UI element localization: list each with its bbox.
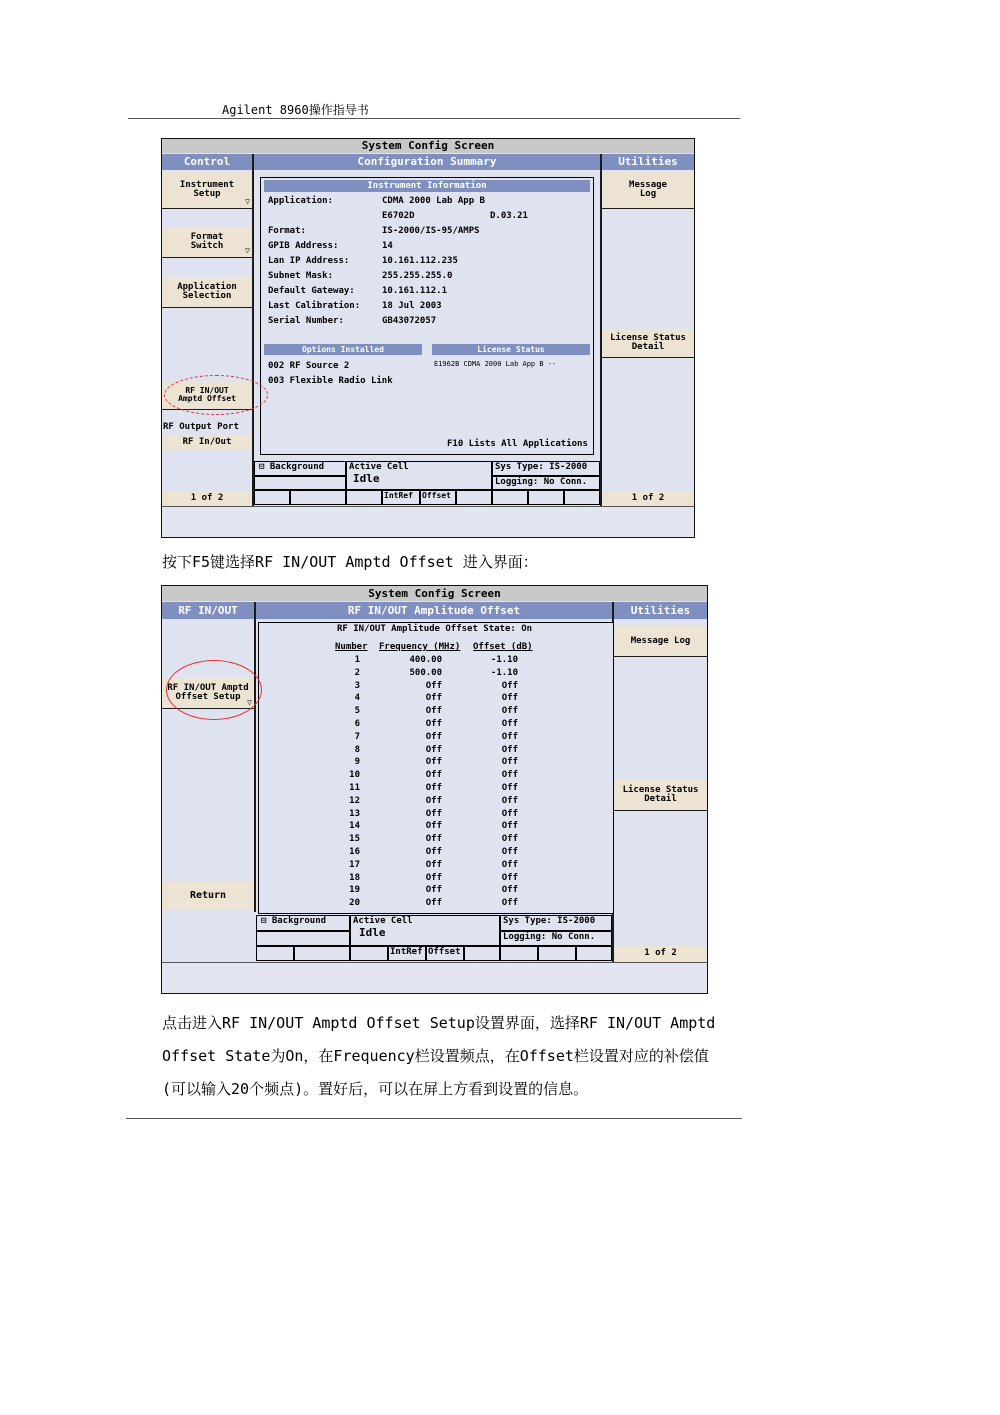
background-indicator — [256, 915, 350, 931]
status-cell — [456, 490, 492, 505]
status-cell — [576, 946, 612, 961]
offset-cell-number: 19 — [349, 885, 360, 896]
instrument-information-header: Instrument Information — [264, 180, 590, 192]
offset-cell-frequency: Off — [425, 859, 442, 870]
status-cell — [294, 946, 350, 961]
license-status-line: E1962B CDMA 2000 Lab App B -- — [434, 360, 557, 368]
background-label: Background — [271, 916, 327, 926]
key-divider — [602, 208, 694, 209]
offset-cell-frequency: Off — [425, 808, 442, 819]
offset-cell-frequency: Off — [425, 693, 442, 704]
background-label: Background — [269, 462, 325, 472]
offset-cell-frequency: Off — [425, 757, 442, 768]
left-separator — [254, 602, 256, 912]
key-divider — [614, 656, 707, 657]
active-cell-label: Active Cell — [349, 462, 409, 472]
application-selection-key[interactable] — [162, 277, 252, 307]
submenu-arrow-icon: ▽ — [245, 246, 250, 255]
key-label: Instrument Setup — [179, 180, 235, 199]
paragraph-line-1: 点击进入RF IN/OUT Amptd Offset Setup设置界面，选择RF IN/OUT Amptd — [162, 1014, 716, 1032]
offset-cell-number: 6 — [354, 719, 360, 729]
background-indicator — [254, 461, 346, 476]
info-label: GPIB Address: — [268, 241, 339, 251]
rf-output-port-label: RF Output Port — [163, 422, 239, 432]
info-label: Subnet Mask: — [268, 271, 334, 281]
offset-cell-number: 2 — [354, 667, 360, 678]
status-cell — [564, 490, 600, 505]
offset-cell-number: 11 — [349, 783, 360, 793]
option-item: 002 RF Source 2 — [268, 361, 350, 371]
offset-indicator: Offset — [426, 946, 464, 961]
left-column-header: Control — [162, 154, 252, 170]
offset-cell-frequency: Off — [425, 731, 442, 742]
offset-cell-offset: -1.10 — [490, 655, 518, 665]
info-label: Serial Number: — [268, 316, 344, 326]
sys-type-indicator: Sys Type: IS-2000 — [492, 461, 600, 476]
active-cell-label: Active Cell — [353, 916, 413, 926]
info-value: 10.161.112.1 — [382, 286, 448, 296]
active-cell-box — [350, 915, 500, 946]
offset-cell-number: 10 — [349, 770, 360, 781]
offset-cell-number: 7 — [354, 731, 360, 742]
offset-cell-offset: Off — [501, 834, 518, 845]
message-log-key[interactable] — [614, 626, 707, 656]
column-header-frequency: Frequency (MHz) — [379, 642, 461, 652]
f10-note: F10 Lists All Applications — [447, 439, 588, 449]
info-value: CDMA 2000 Lab App B — [382, 196, 485, 206]
options-installed-header: Options Installed — [264, 344, 422, 355]
offset-cell-frequency: Off — [425, 706, 442, 717]
status-cell — [254, 490, 290, 505]
offset-cell-number: 15 — [349, 834, 360, 845]
offset-cell-frequency: Off — [425, 770, 442, 781]
info-value: 255.255.255.0 — [382, 271, 453, 281]
offset-cell-number: 3 — [354, 680, 360, 691]
header-rule — [128, 118, 740, 119]
active-cell-value: Idle — [353, 472, 380, 485]
offset-cell-offset: Off — [501, 706, 518, 717]
intref-indicator: IntRef — [382, 490, 420, 505]
offset-cell-frequency: Off — [425, 898, 442, 909]
option-item: 003 Flexible Radio Link — [268, 376, 393, 386]
status-cell — [492, 490, 528, 505]
offset-cell-number: 16 — [349, 847, 360, 857]
offset-cell-number: 14 — [349, 821, 360, 832]
rf-output-port-key[interactable] — [162, 436, 252, 449]
left-column-header: RF IN/OUT — [162, 602, 254, 619]
offset-cell-offset: Off — [501, 872, 518, 883]
active-cell-box — [346, 461, 492, 490]
info-label: Default Gateway: — [268, 286, 355, 296]
highlight-circle — [164, 375, 268, 415]
key-label: RF In/Out — [182, 437, 232, 447]
key-label: License Status Detail — [622, 785, 699, 804]
sys-type-indicator: Sys Type: IS-2000 — [500, 915, 612, 931]
status-cell — [538, 946, 576, 961]
right-page-indicator — [602, 491, 694, 505]
info-label: Last Calibration: — [268, 301, 361, 311]
system-config-screen-2 — [161, 585, 708, 994]
info-value: 14 — [382, 241, 393, 251]
offset-cell-offset: Off — [501, 744, 518, 755]
status-cell — [500, 946, 538, 961]
info-value: E6702D — [382, 211, 415, 221]
offset-cell-offset: Off — [501, 859, 518, 870]
screen-bottom-strip — [162, 506, 694, 538]
left-page-indicator — [162, 491, 252, 505]
license-status-header: License Status — [432, 344, 590, 355]
amplitude-offset-panel — [258, 622, 614, 914]
key-label: Format Switch — [190, 232, 224, 251]
info-value: 18 Jul 2003 — [382, 301, 442, 311]
footer-rule — [126, 1118, 742, 1119]
offset-cell-offset: Off — [501, 731, 518, 742]
column-header-number: Number — [335, 642, 368, 652]
right-column-header: Utilities — [614, 602, 707, 619]
offset-cell-offset: Off — [501, 783, 518, 793]
offset-cell-number: 5 — [354, 706, 360, 717]
column-header-offset: Offset (dB) — [473, 642, 533, 652]
logging-indicator: Logging: No Conn. — [492, 476, 600, 490]
key-label: Message Log — [629, 180, 667, 199]
active-cell-value: Idle — [359, 926, 386, 939]
message-log-key[interactable] — [602, 172, 694, 208]
intref-indicator: IntRef — [388, 946, 426, 961]
key-divider — [614, 810, 707, 811]
offset-cell-number: 13 — [349, 808, 360, 819]
offset-cell-number: 4 — [354, 693, 360, 704]
system-config-screen-1 — [161, 138, 695, 538]
key-label: License Status Detail — [610, 333, 686, 352]
offset-cell-number: 12 — [349, 795, 360, 806]
key-divider — [162, 307, 252, 308]
background-icon: ⊟ — [261, 916, 267, 926]
offset-cell-frequency: 400.00 — [409, 655, 442, 665]
offset-cell-frequency: Off — [425, 744, 442, 755]
offset-cell-frequency: Off — [425, 680, 442, 691]
offset-cell-frequency: Off — [425, 885, 442, 896]
offset-cell-offset: Off — [501, 757, 518, 768]
status-cell — [528, 490, 564, 505]
screen-bottom-strip — [162, 962, 707, 994]
license-status-detail-key[interactable] — [602, 329, 694, 357]
offset-cell-frequency: Off — [425, 821, 442, 832]
screen-title: System Config Screen — [162, 139, 694, 153]
offset-cell-number: 17 — [349, 859, 360, 870]
page-label: 1 of 2 — [644, 948, 677, 958]
status-cell — [254, 476, 346, 490]
info-value: GB43072057 — [382, 316, 437, 326]
key-divider — [602, 357, 694, 358]
submenu-arrow-icon: ▽ — [247, 698, 252, 707]
offset-cell-number: 18 — [349, 872, 360, 883]
center-column-header: Configuration Summary — [254, 154, 600, 170]
info-extra: D.03.21 — [490, 211, 528, 221]
key-label: Return — [189, 890, 227, 901]
offset-cell-offset: Off — [501, 821, 518, 832]
key-divider — [162, 257, 252, 258]
status-cell — [256, 931, 350, 946]
offset-cell-offset: -1.10 — [490, 667, 518, 678]
return-key[interactable] — [162, 882, 254, 910]
offset-cell-offset: Off — [501, 770, 518, 781]
offset-cell-offset: Off — [501, 719, 518, 729]
offset-cell-frequency: 500.00 — [409, 667, 442, 678]
highlight-circle — [166, 660, 262, 720]
offset-cell-frequency: Off — [425, 795, 442, 806]
offset-cell-number: 20 — [349, 898, 360, 909]
offset-cell-offset: Off — [501, 808, 518, 819]
background-icon: ⊟ — [259, 462, 265, 472]
format-switch-key[interactable] — [162, 227, 252, 257]
offset-state-line: RF IN/OUT Amplitude Offset State: On — [337, 624, 533, 634]
offset-indicator: Offset — [420, 490, 456, 505]
offset-cell-offset: Off — [501, 847, 518, 857]
info-label: Lan IP Address: — [268, 256, 350, 266]
paragraph-line-2: Offset State为On，在Frequency栏设置频点，在Offset栏设置对应的补偿值 — [162, 1047, 709, 1065]
status-cell — [256, 946, 294, 961]
page-label: 1 of 2 — [631, 492, 665, 503]
logging-indicator: Logging: No Conn. — [500, 931, 612, 946]
offset-cell-number: 9 — [354, 757, 360, 768]
key-label: Message Log — [630, 635, 691, 646]
offset-cell-frequency: Off — [425, 847, 442, 857]
offset-cell-offset: Off — [501, 693, 518, 704]
right-column-header: Utilities — [602, 154, 694, 170]
key-divider — [162, 208, 252, 209]
info-value: IS-2000/IS-95/AMPS — [382, 226, 480, 236]
offset-cell-offset: Off — [501, 898, 518, 909]
instrument-setup-key[interactable] — [162, 172, 252, 208]
key-label: RF IN/OUT Amptd Offset — [178, 386, 236, 403]
info-value: 10.161.112.235 — [382, 256, 458, 266]
paragraph-line-3: (可以输入20个频点)。置好后，可以在屏上方看到设置的信息。 — [162, 1080, 589, 1098]
submenu-arrow-icon: ▽ — [245, 197, 250, 206]
offset-cell-offset: Off — [501, 795, 518, 806]
page-label: 1 of 2 — [190, 492, 224, 503]
center-column-header: RF IN/OUT Amplitude Offset — [256, 602, 612, 619]
key-label: RF IN/OUT Amptd Offset Setup — [167, 683, 249, 702]
offset-cell-offset: Off — [501, 885, 518, 896]
offset-cell-offset: Off — [501, 680, 518, 691]
offset-cell-frequency: Off — [425, 834, 442, 845]
offset-cell-number: 1 — [354, 655, 360, 665]
key-label: Application Selection — [177, 282, 237, 301]
offset-cell-frequency: Off — [425, 719, 442, 729]
info-label: Format: — [268, 226, 306, 236]
document-header: Agilent 8960操作指导书 — [222, 103, 369, 117]
status-cell — [350, 946, 388, 961]
offset-cell-frequency: Off — [425, 872, 442, 883]
status-cell — [290, 490, 346, 505]
license-status-detail-key[interactable] — [614, 780, 707, 810]
status-cell — [346, 490, 382, 505]
status-cell — [464, 946, 500, 961]
info-label: Application: — [268, 196, 334, 206]
left-separator — [252, 154, 254, 506]
caption-1: 按下F5键选择RF IN/OUT Amptd Offset 进入界面： — [162, 553, 538, 571]
offset-cell-number: 8 — [354, 744, 360, 755]
offset-cell-frequency: Off — [425, 783, 442, 793]
right-page-indicator — [614, 946, 707, 961]
screen-title: System Config Screen — [162, 586, 707, 601]
